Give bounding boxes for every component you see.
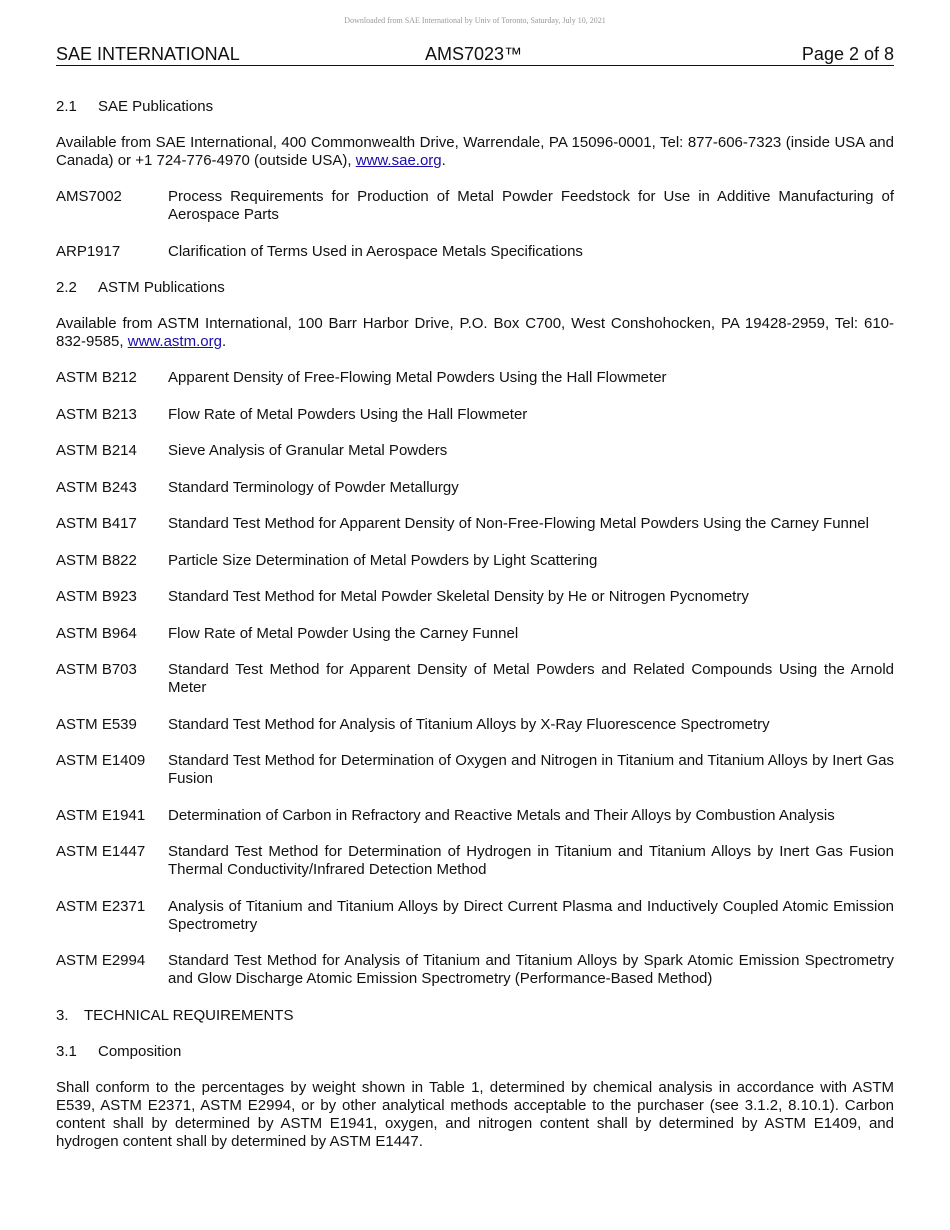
reference-description: Flow Rate of Metal Powders Using the Hall Flowmeter [168, 405, 528, 423]
astm-availability-end: . [221, 333, 227, 350]
reference-item [56, 369, 894, 387]
header-document-id: AMS7023™ [425, 44, 523, 64]
reference-code: ASTM B214 [56, 442, 137, 459]
reference-item [56, 552, 894, 570]
section-number: 3.1 [56, 1042, 77, 1060]
reference-description: Apparent Density of Free-Flowing Metal Powders Using the Hall Flowmeter [168, 369, 667, 386]
reference-item [56, 188, 894, 224]
reference-description: Standard Terminology of Powder Metallurgy [168, 478, 459, 496]
reference-code: ASTM B923 [56, 588, 137, 605]
section-3-1-heading [56, 1043, 894, 1061]
reference-code: ASTM B212 [56, 369, 137, 386]
header-publisher: SAE INTERNATIONAL [56, 44, 240, 64]
reference-code: ASTM E1941 [56, 806, 146, 824]
reference-description: Standard Test Method for Apparent Density of Metal Powders and Related Compounds Using the Arnold Meter [168, 661, 894, 696]
reference-item [56, 716, 894, 734]
reference-description: Standard Test Method for Metal Powder Skeletal Density by He or Nitrogen Pycnometry [168, 588, 749, 605]
reference-item [56, 752, 894, 788]
reference-item [56, 243, 894, 261]
reference-item [56, 479, 894, 497]
sae-availability-text: Available from SAE International, 400 Commonwealth Drive, Warrendale, PA 15096-0001, Tel: 877-606-7323 (inside USA and Canada) or +1 724-776-4970 (outside USA), [56, 134, 894, 169]
reference-description: Flow Rate of Metal Powder Using the Carney Funnel [168, 624, 519, 642]
reference-item [56, 442, 894, 460]
reference-description: Standard Test Method for Analysis of Titanium and Titanium Alloys by Spark Atomic Emission Spectrometry and Glow Discharge Atomic Emission Spectrometry (Performance-Based Method) [168, 952, 894, 987]
reference-item [56, 588, 894, 606]
section-title: TECHNICAL REQUIREMENTS [84, 1006, 294, 1024]
reference-code: ASTM E539 [56, 715, 137, 733]
reference-item [56, 952, 894, 988]
reference-item [56, 406, 894, 424]
reference-code: ASTM B822 [56, 551, 137, 569]
reference-code: ASTM B964 [56, 624, 137, 642]
reference-item [56, 807, 894, 825]
reference-code: AMS7002 [56, 188, 122, 205]
reference-code: ASTM E1447 [56, 843, 146, 860]
reference-item [56, 898, 894, 934]
reference-code: ASTM B243 [56, 478, 137, 496]
reference-description: Standard Test Method for Determination of Hydrogen in Titanium and Titanium Alloys by Inert Gas Fusion Thermal Conductivity/Infrared Detection Method [168, 843, 894, 878]
section-number: 2.2 [56, 279, 77, 296]
header-page-number: Page 2 of 8 [801, 44, 894, 64]
reference-code: ASTM B417 [56, 515, 137, 532]
section-3-heading [56, 1007, 894, 1025]
sae-availability-end: . [441, 152, 446, 169]
astm-website-link[interactable]: www.astm.org [127, 333, 222, 350]
section-title: ASTM Publications [98, 279, 225, 296]
reference-description: Clarification of Terms Used in Aerospace Metals Specifications [168, 242, 583, 260]
reference-description: Analysis of Titanium and Titanium Alloys by Direct Current Plasma and Inductively Coupled Atomic Emission Spectrometry [168, 897, 894, 933]
reference-code: ASTM B213 [56, 405, 137, 423]
reference-description: Standard Test Method for Apparent Density of Non-Free-Flowing Metal Powders Using the Carney Funnel [168, 515, 869, 532]
reference-code: ASTM B703 [56, 661, 137, 678]
section-2-2-heading [56, 279, 894, 297]
section-title: Composition [98, 1042, 182, 1060]
reference-item [56, 661, 894, 697]
reference-code: ASTM E1409 [56, 752, 146, 769]
reference-description: Standard Test Method for Analysis of Titanium Alloys by X-Ray Fluorescence Spectrometry [168, 715, 770, 733]
reference-description: Process Requirements for Production of Metal Powder Feedstock for Use in Additive Manufacturing of Aerospace Parts [168, 188, 894, 223]
reference-description: Determination of Carbon in Refractory and Reactive Metals and Their Alloys by Combustion Analysis [168, 806, 835, 824]
astm-availability-paragraph [56, 315, 894, 351]
sae-availability-paragraph [56, 134, 894, 170]
reference-code: ASTM E2994 [56, 952, 146, 969]
reference-description: Particle Size Determination of Metal Powders by Light Scattering [168, 551, 598, 569]
document-body [56, 98, 894, 1169]
section-2-1-heading [56, 98, 894, 116]
section-number: 2.1 [56, 98, 77, 115]
composition-paragraph: Shall conform to the percentages by weight shown in Table 1, determined by chemical analysis in accordance with ASTM E539, ASTM E2371, ASTM E2994, or by other analytical methods acceptable to the purchaser (see 3.1.2, 8.10.1). Carbon content shall by determined by ASTM E1941, oxygen, and nitrogen content shall by determined by ASTM E1409, and hydrogen content shall by determined by ASTM E1447. [56, 1078, 894, 1150]
reference-description: Standard Test Method for Determination of Oxygen and Nitrogen in Titanium and Titanium Alloys by Inert Gas Fusion [168, 752, 894, 787]
reference-item [56, 625, 894, 643]
reference-code: ASTM E2371 [56, 897, 146, 915]
sae-website-link[interactable]: www.sae.org [355, 152, 442, 169]
reference-code: ARP1917 [56, 242, 121, 260]
section-title: SAE Publications [98, 98, 214, 115]
download-watermark: Downloaded from SAE International by Univ of Toronto, Saturday, July 10, 2021 [344, 16, 606, 25]
section-number: 3. [56, 1006, 69, 1024]
reference-description: Sieve Analysis of Granular Metal Powders [168, 442, 448, 459]
page-header [56, 44, 894, 66]
reference-item [56, 843, 894, 879]
astm-availability-text: Available from ASTM International, 100 Barr Harbor Drive, P.O. Box C700, West Conshohocken, PA 19428-2959, Tel: 610-832-9585, [56, 315, 894, 350]
reference-item [56, 515, 894, 533]
